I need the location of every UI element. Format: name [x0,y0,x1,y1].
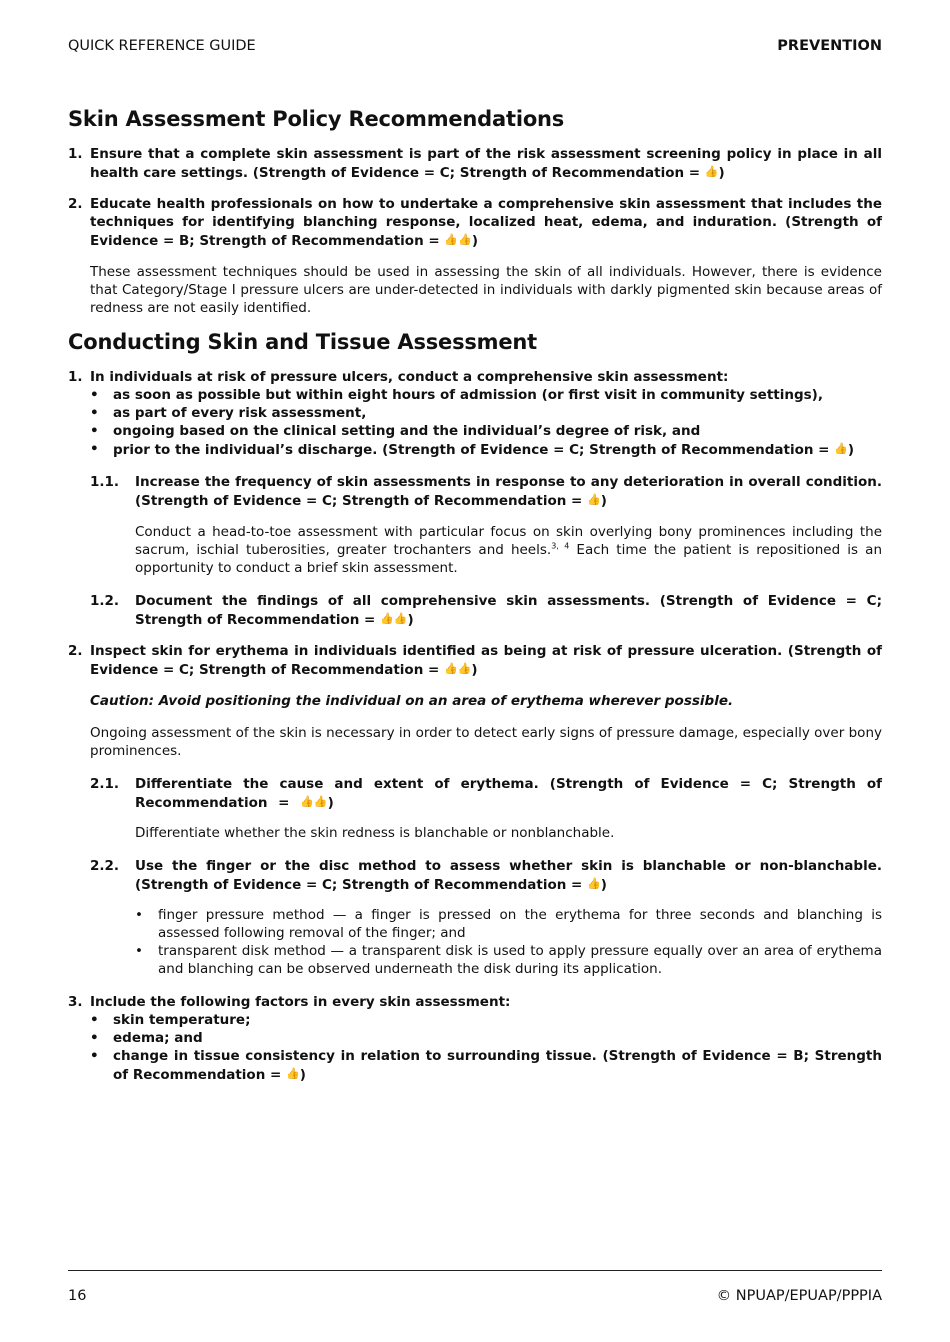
sub-item-number: 1.2. [90,593,120,609]
list-item: • as soon as possible but within eight hours of admission (or first visit in community settings), [90,386,882,404]
recommendation-text: Educate health professionals on how to undertake a comprehensive skin assessment that includes the techniques for identifying blanching response, localized heat, edema, and induration. (Strength of Evidence = B; Strength of Recommendation = [90,196,882,249]
section-title-conducting-skin-assessment: Conducting Skin and Tissue Assessment [68,330,537,354]
sub-item-number: 1.1. [90,474,120,490]
list-item: • prior to the individual’s discharge. (Strength of Evidence = C; Strength of Recommendation = 👍) [90,440,882,459]
copyright: © NPUAP/EPUAP/PPPIA [716,1288,882,1304]
header-left: QUICK REFERENCE GUIDE [68,38,256,54]
assessment-recommendation-1 [90,368,882,459]
sub-item-number: 2.2. [90,858,120,874]
thumbs-up-icon: 👍 [286,1067,300,1080]
page-number: 16 [68,1288,87,1304]
item-number: 3. [68,994,83,1010]
recommendation-lead: In individuals at risk of pressure ulcers, conduct a comprehensive skin assessment: [90,369,729,385]
thumbs-up-icon: 👍 [587,877,601,890]
list-item: • finger pressure method — a finger is pressed on the erythema for three seconds and blanching is assessed following removal of the finger; and [135,906,882,942]
policy-recommendation-1: Ensure that a complete skin assessment is part of the risk assessment screening policy in place in all health care settings. (Strength of Evidence = C; Strength of Recommendation = 👍) [90,146,882,181]
caution-note: Caution: Avoid positioning the individual on an area of erythema wherever possible. [90,693,734,709]
ongoing-assessment-note: Ongoing assessment of the skin is necessary in order to detect early signs of pressure damage, especially over bony prominences. [90,725,882,759]
recommendation-lead: Include the following factors in every skin assessment: [90,994,511,1010]
list-item: • skin temperature; [90,1011,882,1029]
list-item: • edema; and [90,1029,882,1047]
thumbs-up-icon: 👍👍 [300,795,328,808]
citation: 3, 4 [551,541,570,551]
assessment-recommendation-3 [90,993,882,1084]
assessment-recommendation-2-2: Use the finger or the disc method to assess whether skin is blanchable or non-blanchable. (Strength of Evidence = C; Strength of Recommendation = 👍) [135,858,882,893]
assessment-recommendation-1-2: Document the findings of all comprehensive skin assessments. (Strength of Evidence = C; Strength of Recommendation = 👍👍) [135,593,882,628]
thumbs-up-icon: 👍 [587,493,601,506]
blanchable-note: Differentiate whether the skin redness is blanchable or nonblanchable. [135,825,615,841]
section-title-skin-assessment-policy: Skin Assessment Policy Recommendations [68,107,565,131]
thumbs-up-icon: 👍👍 [444,662,472,675]
item-number: 2. [68,643,83,659]
assessment-recommendation-1-1: Increase the frequency of skin assessments in response to any deterioration in overall condition. (Strength of Evidence = C; Strength of Recommendation = 👍) [135,474,882,509]
assessment-recommendation-2: Inspect skin for erythema in individuals identified as being at risk of pressure ulceration. (Strength of Evidence = C; Strength of Recommendation = 👍👍) [90,643,882,678]
factors-list [90,1011,882,1084]
item-number: 2. [68,196,83,212]
list-item: • ongoing based on the clinical setting and the individual’s degree of risk, and [90,422,882,440]
thumbs-up-icon: 👍 [834,442,848,455]
policy-note: These assessment techniques should be used in assessing the skin of all individuals. However, there is evidence that Category/Stage I pressure ulcers are under-detected in individuals with darkly pigmented skin because areas of redness are not easily identified. [90,264,882,316]
list-item: • as part of every risk assessment, [90,404,882,422]
item-number: 1. [68,146,83,162]
sub-item-number: 2.1. [90,776,120,792]
head-to-toe-note: Conduct a head-to-toe assessment with particular focus on skin overlying bony prominences including the sacrum, ischial tuberosities, greater trochanters and heels.$^{3, 4}$ Each time the patient is repositioned is an opportunity to conduct a brief skin assessment. [135,524,883,576]
thumbs-up-icon: 👍 [704,165,719,178]
footer-divider [68,1270,882,1271]
thumbs-up-icon: 👍👍 [444,233,472,246]
item-number: 1. [68,369,83,385]
policy-recommendation-2: Educate health professionals on how to undertake a comprehensive skin assessment that includes the techniques for identifying blanching response, localized heat, edema, and induration. (Strength of Evidence = B; Strength of Recommendation = 👍👍) [90,196,882,249]
list-item: • transparent disk method — a transparent disk is used to apply pressure equally over an area of erythema and blanching can be observed underneath the disk during its application. [135,942,882,978]
list-item: • change in tissue consistency in relation to surrounding tissue. (Strength of Evidence = B; Strength of Recommendation = 👍) [90,1047,882,1084]
recommendation-text: Ensure that a complete skin assessment is part of the risk assessment screening policy in place in all health care settings. (Strength of Evidence = C; Strength of Recommendation = [90,146,882,181]
header-right: PREVENTION [777,38,882,54]
method-list [135,906,882,978]
assessment-recommendation-2-1: Differentiate the cause and extent of erythema. (Strength of Evidence = C; Strength of Recommendation = 👍👍) [135,776,882,811]
thumbs-up-icon: 👍👍 [380,612,408,625]
timing-list [90,386,882,459]
method-list-container [135,906,882,978]
